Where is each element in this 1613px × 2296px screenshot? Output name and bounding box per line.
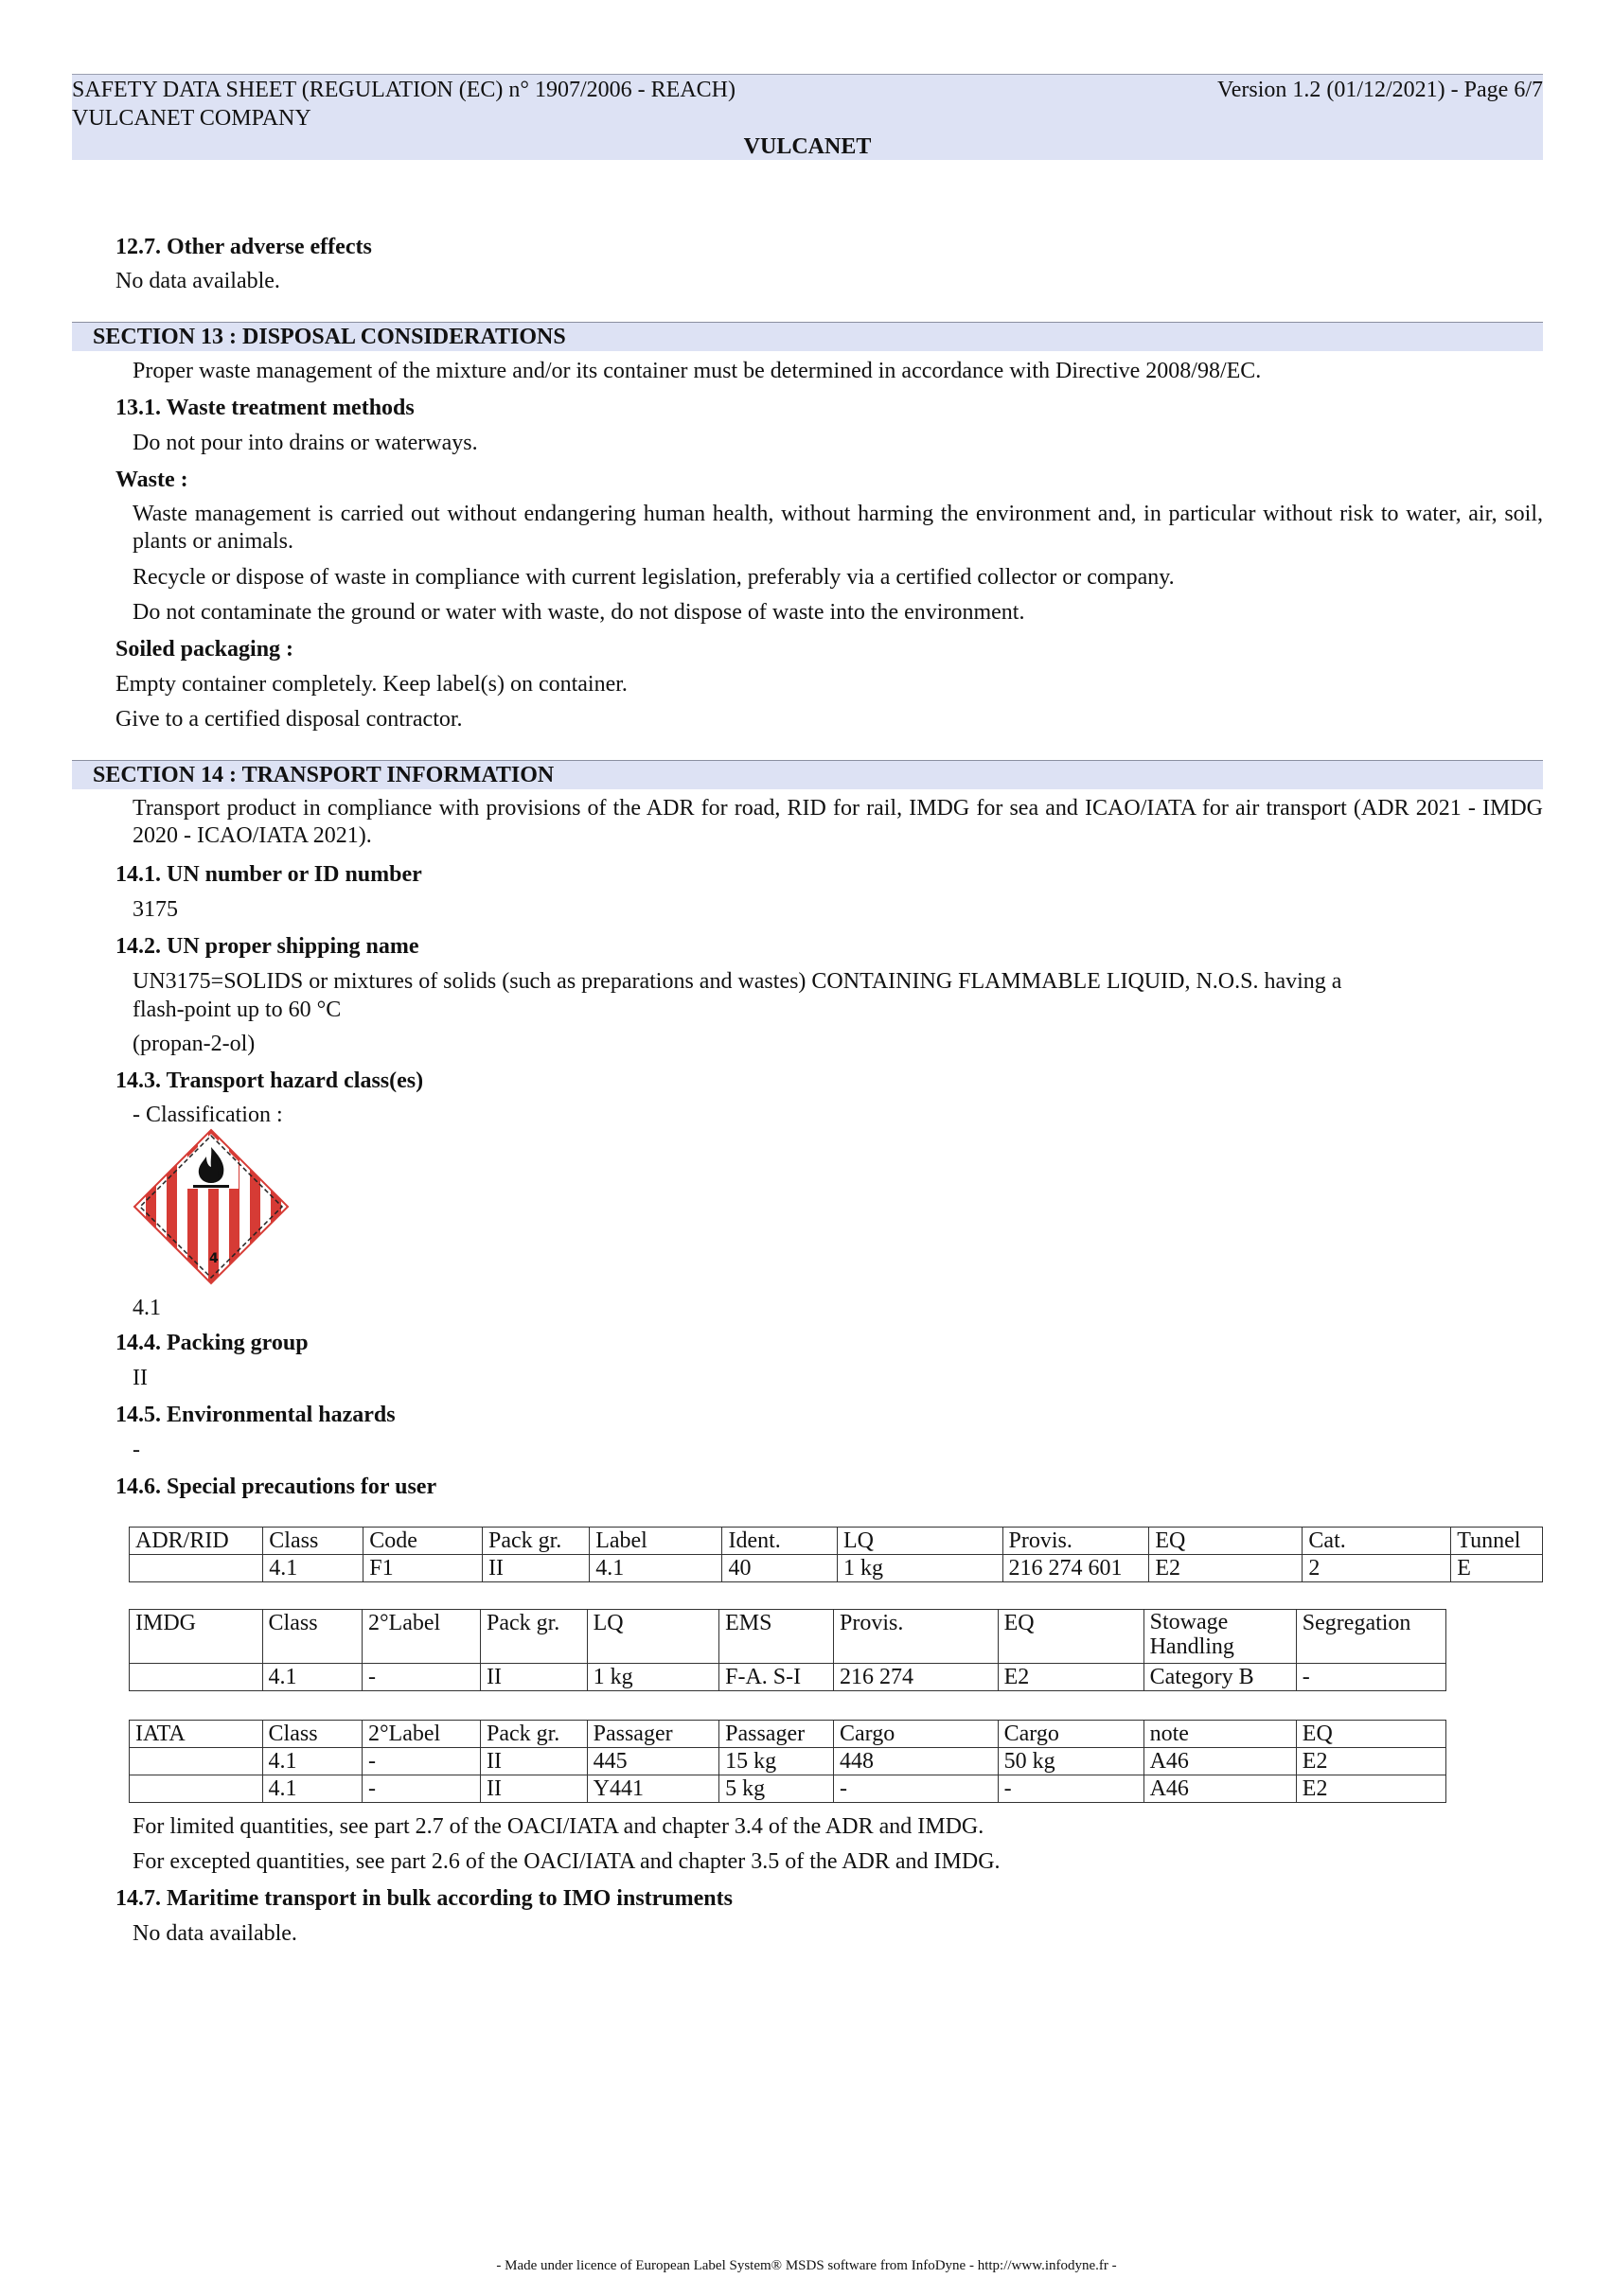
table-cell xyxy=(130,1555,263,1582)
table-cell: Pack gr. xyxy=(480,1721,587,1748)
table-cell: Ident. xyxy=(722,1528,838,1555)
table-cell: LQ xyxy=(838,1528,1003,1555)
heading-14-4: 14.4. Packing group xyxy=(115,1331,309,1355)
table-cell: 216 274 601 xyxy=(1002,1555,1149,1582)
table-cell xyxy=(130,1664,263,1691)
heading-12-7: 12.7. Other adverse effects xyxy=(115,235,372,259)
table-cell: Label xyxy=(590,1528,722,1555)
heading-14-3: 14.3. Transport hazard class(es) xyxy=(115,1069,424,1093)
table-cell: Provis. xyxy=(1002,1528,1149,1555)
table-cell: 445 xyxy=(587,1748,719,1775)
table-row xyxy=(130,1610,1446,1664)
table-cell: F-A. S-I xyxy=(719,1664,834,1691)
table-cell: Code xyxy=(363,1528,483,1555)
table-row xyxy=(130,1775,1446,1803)
table-cell: Stowage Handling xyxy=(1143,1610,1296,1664)
table-cell: ADR/RID xyxy=(130,1528,263,1555)
table-cell: Cargo xyxy=(834,1721,999,1748)
table-row xyxy=(130,1528,1543,1555)
table-cell: EMS xyxy=(719,1610,834,1664)
table-cell: Category B xyxy=(1143,1664,1296,1691)
waste-text-2: Recycle or dispose of waste in compliance with current legislation, preferably via a certified collector or company. xyxy=(133,565,1175,590)
table-cell: Passager xyxy=(587,1721,719,1748)
table-cell: Cat. xyxy=(1303,1528,1451,1555)
text-13-1: Do not pour into drains or waterways. xyxy=(133,431,478,455)
table-cell: 15 kg xyxy=(719,1748,834,1775)
text-14-2b: flash-point up to 60 °C xyxy=(133,998,342,1022)
table-cell: Pack gr. xyxy=(482,1528,589,1555)
table-cell: IMDG xyxy=(130,1610,263,1664)
soiled-packaging-label: Soiled packaging : xyxy=(115,637,294,662)
table-cell: E2 xyxy=(998,1664,1143,1691)
table-cell: 4.1 xyxy=(262,1775,362,1803)
table-row xyxy=(130,1721,1446,1748)
section-14-title: SECTION 14 : TRANSPORT INFORMATION xyxy=(93,763,555,787)
section-13-title: SECTION 13 : DISPOSAL CONSIDERATIONS xyxy=(93,325,566,349)
section-14-bar xyxy=(72,760,1543,789)
table-cell xyxy=(130,1775,263,1803)
table-cell: E2 xyxy=(1149,1555,1303,1582)
heading-13-1: 13.1. Waste treatment methods xyxy=(115,396,415,420)
section-14-intro: Transport product in compliance with provisions of the ADR for road, RID for rail, IMDG for sea and ICAO/IATA for air transport (ADR 2021 - IMDG 2020 - ICAO/IATA 2021). xyxy=(133,796,1543,848)
table-cell: II xyxy=(480,1775,587,1803)
table-cell: 4.1 xyxy=(262,1748,362,1775)
table-cell: 1 kg xyxy=(587,1664,719,1691)
heading-14-1: 14.1. UN number or ID number xyxy=(115,862,422,887)
table-cell: 4.1 xyxy=(263,1555,363,1582)
waste-text-3: Do not contaminate the ground or water with waste, do not dispose of waste into the environment. xyxy=(133,600,1025,625)
table-cell: 2 xyxy=(1303,1555,1451,1582)
table-cell: Cargo xyxy=(998,1721,1143,1748)
table-cell: II xyxy=(480,1748,587,1775)
table-row xyxy=(130,1555,1543,1582)
table-cell: - xyxy=(998,1775,1143,1803)
table-cell: II xyxy=(480,1664,587,1691)
text-14-3: - Classification : xyxy=(133,1103,283,1127)
table-cell: Class xyxy=(262,1721,362,1748)
adr-rid-table xyxy=(129,1527,1543,1582)
table-cell: - xyxy=(362,1664,480,1691)
flammable-solid-hazard-icon xyxy=(133,1128,290,1285)
footer-credit: - Made under licence of European Label System® MSDS software from InfoDyne - http://www.infodyne.fr - xyxy=(496,2258,1117,2273)
table-cell xyxy=(130,1748,263,1775)
soiled-text-1: Empty container completely. Keep label(s) on container. xyxy=(115,672,628,697)
text-14-1: 3175 xyxy=(133,897,178,922)
table-cell: 2°Label xyxy=(362,1610,480,1664)
table-cell: EQ xyxy=(998,1610,1143,1664)
table-row xyxy=(130,1748,1446,1775)
heading-14-2: 14.2. UN proper shipping name xyxy=(115,934,419,959)
table-cell: EQ xyxy=(1149,1528,1303,1555)
table-cell: A46 xyxy=(1143,1748,1296,1775)
table-cell: 50 kg xyxy=(998,1748,1143,1775)
limited-quantities-note: For limited quantities, see part 2.7 of the OACI/IATA and chapter 3.4 of the ADR and IMDG. xyxy=(133,1814,984,1839)
table-cell: IATA xyxy=(130,1721,263,1748)
table-cell: 5 kg xyxy=(719,1775,834,1803)
table-cell: 448 xyxy=(834,1748,999,1775)
table-cell: F1 xyxy=(363,1555,483,1582)
table-cell: Class xyxy=(263,1528,363,1555)
heading-14-5: 14.5. Environmental hazards xyxy=(115,1403,396,1427)
iata-table xyxy=(129,1720,1446,1803)
product-name: VULCANET xyxy=(743,134,872,159)
text-12-7: No data available. xyxy=(115,269,280,293)
pictogram-class-label: 4.1 xyxy=(133,1296,161,1320)
excepted-quantities-note: For excepted quantities, see part 2.6 of the OACI/IATA and chapter 3.5 of the ADR and IMDG. xyxy=(133,1849,1001,1874)
table-cell: Provis. xyxy=(834,1610,999,1664)
table-cell: A46 xyxy=(1143,1775,1296,1803)
section-13-bar xyxy=(72,322,1543,351)
version-page-info: Version 1.2 (01/12/2021) - Page 6/7 xyxy=(1217,78,1543,102)
text-14-5: - xyxy=(133,1438,140,1462)
table-cell: - xyxy=(362,1748,480,1775)
section-13-intro: Proper waste management of the mixture and/or its container must be determined in accordance with Directive 2008/98/EC. xyxy=(133,359,1262,383)
table-cell: LQ xyxy=(587,1610,719,1664)
table-cell: E2 xyxy=(1296,1748,1445,1775)
table-cell: Pack gr. xyxy=(480,1610,587,1664)
heading-14-6: 14.6. Special precautions for user xyxy=(115,1475,437,1499)
table-cell: - xyxy=(1296,1664,1445,1691)
table-cell: - xyxy=(362,1775,480,1803)
table-cell: note xyxy=(1143,1721,1296,1748)
table-cell: II xyxy=(482,1555,589,1582)
company-name: VULCANET COMPANY xyxy=(72,106,311,131)
soiled-text-2: Give to a certified disposal contractor. xyxy=(115,707,463,732)
table-cell: Passager xyxy=(719,1721,834,1748)
table-cell: 40 xyxy=(722,1555,838,1582)
table-cell: 2°Label xyxy=(362,1721,480,1748)
waste-label: Waste : xyxy=(115,468,188,492)
table-cell: 4.1 xyxy=(590,1555,722,1582)
table-cell: Y441 xyxy=(587,1775,719,1803)
text-14-7: No data available. xyxy=(133,1921,297,1946)
text-14-2c: (propan-2-ol) xyxy=(133,1032,256,1056)
heading-14-7: 14.7. Maritime transport in bulk according to IMO instruments xyxy=(115,1886,733,1911)
table-cell: 216 274 xyxy=(834,1664,999,1691)
text-14-4: II xyxy=(133,1366,148,1390)
table-row xyxy=(130,1664,1446,1691)
pictogram-class-number: 4 xyxy=(209,1251,219,1266)
table-cell: 4.1 xyxy=(262,1664,362,1691)
table-cell: 1 kg xyxy=(838,1555,1003,1582)
table-cell: - xyxy=(834,1775,999,1803)
table-cell: Segregation xyxy=(1296,1610,1445,1664)
table-cell: EQ xyxy=(1296,1721,1445,1748)
imdg-table xyxy=(129,1609,1446,1691)
table-cell: Tunnel xyxy=(1451,1528,1543,1555)
waste-text-1: Waste management is carried out without endangering human health, without harming the environment and, in particular without risk to water, air, soil, plants or animals. xyxy=(133,502,1543,554)
table-cell: E2 xyxy=(1296,1775,1445,1803)
table-cell: E xyxy=(1451,1555,1543,1582)
document-header xyxy=(72,74,1543,160)
document-title: SAFETY DATA SHEET (REGULATION (EC) n° 1907/2006 - REACH) xyxy=(72,78,736,102)
text-14-2a: UN3175=SOLIDS or mixtures of solids (such as preparations and wastes) CONTAINING FLAMMABLE LIQUID, N.O.S. having a xyxy=(133,969,1342,994)
table-cell: Class xyxy=(262,1610,362,1664)
